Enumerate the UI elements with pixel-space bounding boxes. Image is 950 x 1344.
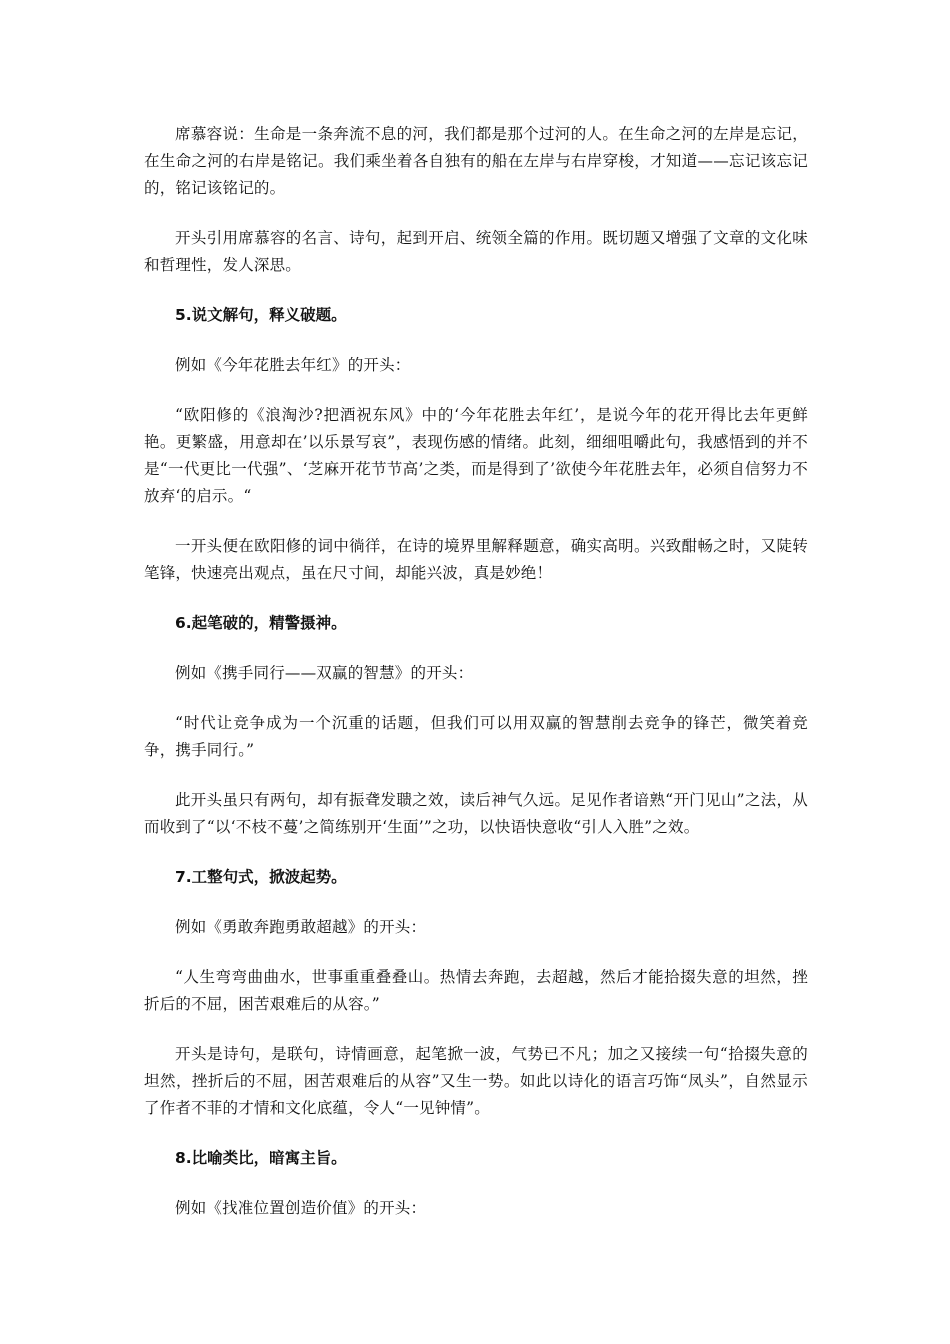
paragraph-comment-5: 一开头便在欧阳修的词中徜徉，在诗的境界里解释题意，确实高明。兴致酣畅之时，又陡转笔锋，快速亮出观点，虽在尺寸间，却能兴波，真是妙绝！ bbox=[144, 537, 808, 582]
paragraph-comment-1: 开头引用席慕容的名言、诗句，起到开启、统领全篇的作用。既切题又增强了文章的文化味和哲理性，发人深思。 bbox=[144, 229, 808, 274]
paragraph-example-6: “时代让竞争成为一个沉重的话题，但我们可以用双赢的智慧削去竞争的锋芒，微笑着竞争，携手同行。” bbox=[144, 714, 808, 759]
section-heading-6: 6.起笔破的，精警摄神。 bbox=[175, 614, 347, 632]
paragraph-example-intro-6: 例如《携手同行——双赢的智慧》的开头： bbox=[175, 664, 474, 682]
document-body bbox=[144, 121, 808, 1245]
paragraph-example-intro-8: 例如《找准位置创造价值》的开头： bbox=[175, 1199, 427, 1217]
paragraph-comment-6: 此开头虽只有两句，却有振聋发聩之效，读后神气久远。足见作者谙熟“开门见山”之法，从而收到了“以‘不枝不蔓’之简练别开‘生面’”之功，以快语快意收“引人入胜”之效。 bbox=[144, 791, 808, 836]
paragraph-comment-7: 开头是诗句，是联句，诗情画意，起笔掀一波，气势已不凡；加之又接续一句“拾掇失意的坦然，挫折后的不屈，困苦艰难后的从容”又生一势。如此以诗化的语言巧饰“凤头”，自然显示了作者不菲的才情和文化底蕴，令人“一见钟情”。 bbox=[144, 1045, 808, 1117]
section-heading-7: 7.工整句式，掀波起势。 bbox=[175, 868, 347, 886]
paragraph-quote-xi-murong: 席慕容说：生命是一条奔流不息的河，我们都是那个过河的人。在生命之河的左岸是忘记，在生命之河的右岸是铭记。我们乘坐着各自独有的船在左岸与右岸穿梭，才知道——忘记该忘记的，铭记该铭记的。 bbox=[144, 125, 808, 197]
paragraph-example-5: “欧阳修的《浪淘沙?把酒祝东风》中的‘今年花胜去年红’，是说今年的花开得比去年更鲜艳。更繁盛，用意却在’以乐景写哀”，表现伤感的情绪。此刻，细细咀嚼此句，我感悟到的并不是“一代更比一代强”、‘芝麻开花节节高’之类，而是得到了’欲使今年花胜去年，必须自信努力不放弃‘的启示。“ bbox=[144, 406, 808, 505]
section-heading-8: 8.比喻类比，暗寓主旨。 bbox=[175, 1149, 347, 1167]
paragraph-example-intro-7: 例如《勇敢奔跑勇敢超越》的开头： bbox=[175, 918, 427, 936]
paragraph-example-7: “人生弯弯曲曲水，世事重重叠叠山。热情去奔跑，去超越，然后才能拾掇失意的坦然，挫折后的不屈，困苦艰难后的从容。” bbox=[144, 968, 808, 1013]
section-heading-5: 5.说文解句，释义破题。 bbox=[175, 306, 347, 324]
paragraph-example-intro-5: 例如《今年花胜去年红》的开头： bbox=[175, 356, 411, 374]
